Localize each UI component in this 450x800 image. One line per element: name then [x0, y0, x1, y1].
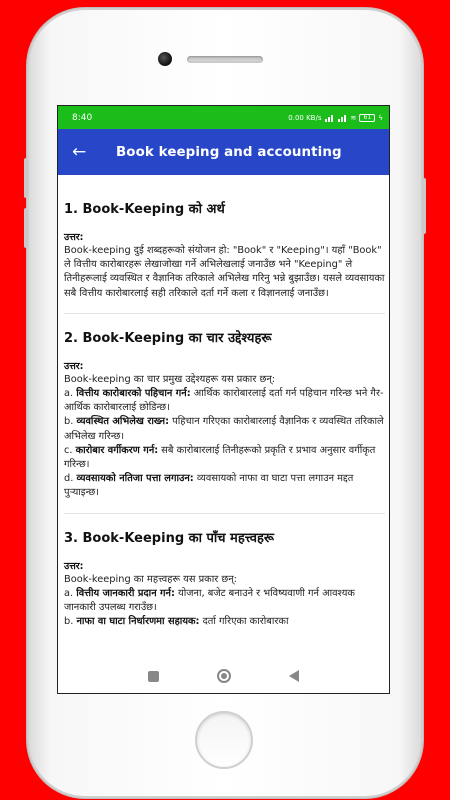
back-triangle-icon[interactable]: [289, 670, 299, 682]
earpiece-speaker: [187, 56, 263, 63]
answer-label: उत्तर:: [64, 360, 84, 372]
status-bar: [58, 106, 389, 129]
arrow-left-icon[interactable]: ←: [72, 141, 87, 162]
network-speed: 0.00 KB/s: [288, 113, 322, 122]
list-item: a. वित्तीय जानकारी प्रदान गर्न: योजना, बजेट बनाउने र भविष्यवाणी गर्न आवश्यक जानकारी उपलब्ध गराउँछ।: [64, 587, 355, 614]
list-item: a. वित्तीय कारोबारको पहिचान गर्न: आर्थिक कारोबारलाई दर्ता गर्न पहिचान गरिन्छ भने गैर-आर्थिक कारोबारलाई छोडिन्छ।: [64, 388, 384, 414]
screen: [57, 105, 390, 694]
battery-icon: 61: [359, 114, 375, 122]
power-button: [422, 178, 426, 234]
paragraph: Book-keeping का महत्त्वहरू यस प्रकार छन्:: [64, 573, 237, 585]
content-scroll[interactable]: [58, 175, 389, 659]
volume-down-button: [24, 208, 28, 248]
app-bar: [58, 129, 389, 175]
section-title: 3. Book-Keeping का पाँच महत्त्वहरू: [64, 530, 274, 546]
wifi-icon: ≋: [350, 113, 357, 122]
answer-label: उत्तर:: [64, 232, 84, 243]
answer-label: उत्तर:: [64, 560, 84, 572]
list-item: b. व्यवस्थित अभिलेख राख्न: पहिचान गरिएका कारोबारलाई वैज्ञानिक र व्यवस्थित तरिकाले अभिलेख गरिन्छ।: [64, 416, 384, 442]
physical-home-button: [195, 711, 253, 769]
home-circle-icon[interactable]: [217, 669, 231, 683]
section-2: [64, 313, 385, 501]
system-nav-bar: [58, 659, 389, 693]
volume-up-button: [24, 158, 28, 198]
status-icons: [288, 114, 383, 122]
section-title: 1. Book-Keeping को अर्थ: [64, 202, 225, 217]
signal-icon: [325, 114, 335, 122]
front-camera-icon: [158, 52, 172, 66]
signal-2-icon: [338, 114, 348, 122]
status-time: 8:40: [72, 112, 93, 123]
recents-square-icon[interactable]: [148, 671, 159, 682]
section-3: [64, 513, 385, 630]
charging-icon: ϟ: [378, 113, 383, 122]
paragraph: Book-keeping का चार प्रमुख उद्देश्यहरू यस प्रकार छन्:: [64, 373, 276, 385]
page-title: Book keeping and accounting: [116, 144, 342, 160]
section-1: [64, 175, 385, 301]
section-title: 2. Book-Keeping का चार उद्देश्यहरू: [64, 330, 272, 346]
list-item: c. कारोबार वर्गीकरण गर्न: सबै कारोबारलाई तिनीहरूको प्रकृति र प्रभाव अनुसार वर्गीकृत गरिन्छ।: [64, 444, 376, 471]
list-item: b. नाफा वा घाटा निर्धारणमा सहायक: दर्ता गरिएका कारोबारका: [64, 616, 289, 628]
paragraph: Book-keeping दुई शब्दहरूको संयोजन हो: "Book" र "Keeping"। यहाँ "Book" ले वित्तीय कारोबारहरू लेखाजोखा गर्ने अभिलेखलाई जनाउँछ भने "Keeping" ले तिनीहरूलाई व्यवस्थित र वैज्ञानिक तरिकाले अभिलेख गरिनु भन्ने बुझाउँछ। यसले व्यवसायका सबै वित्तीय कारोबारलाई सही तरिकाले दर्ता गर्ने कला र विज्ञानलाई जनाउँछ।: [64, 245, 385, 299]
list-item: d. व्यवसायको नतिजा पत्ता लगाउन: व्यवसायको नाफा वा घाटा पत्ता लगाउन मद्दत पुर्‍याइन्छ।: [64, 473, 354, 499]
